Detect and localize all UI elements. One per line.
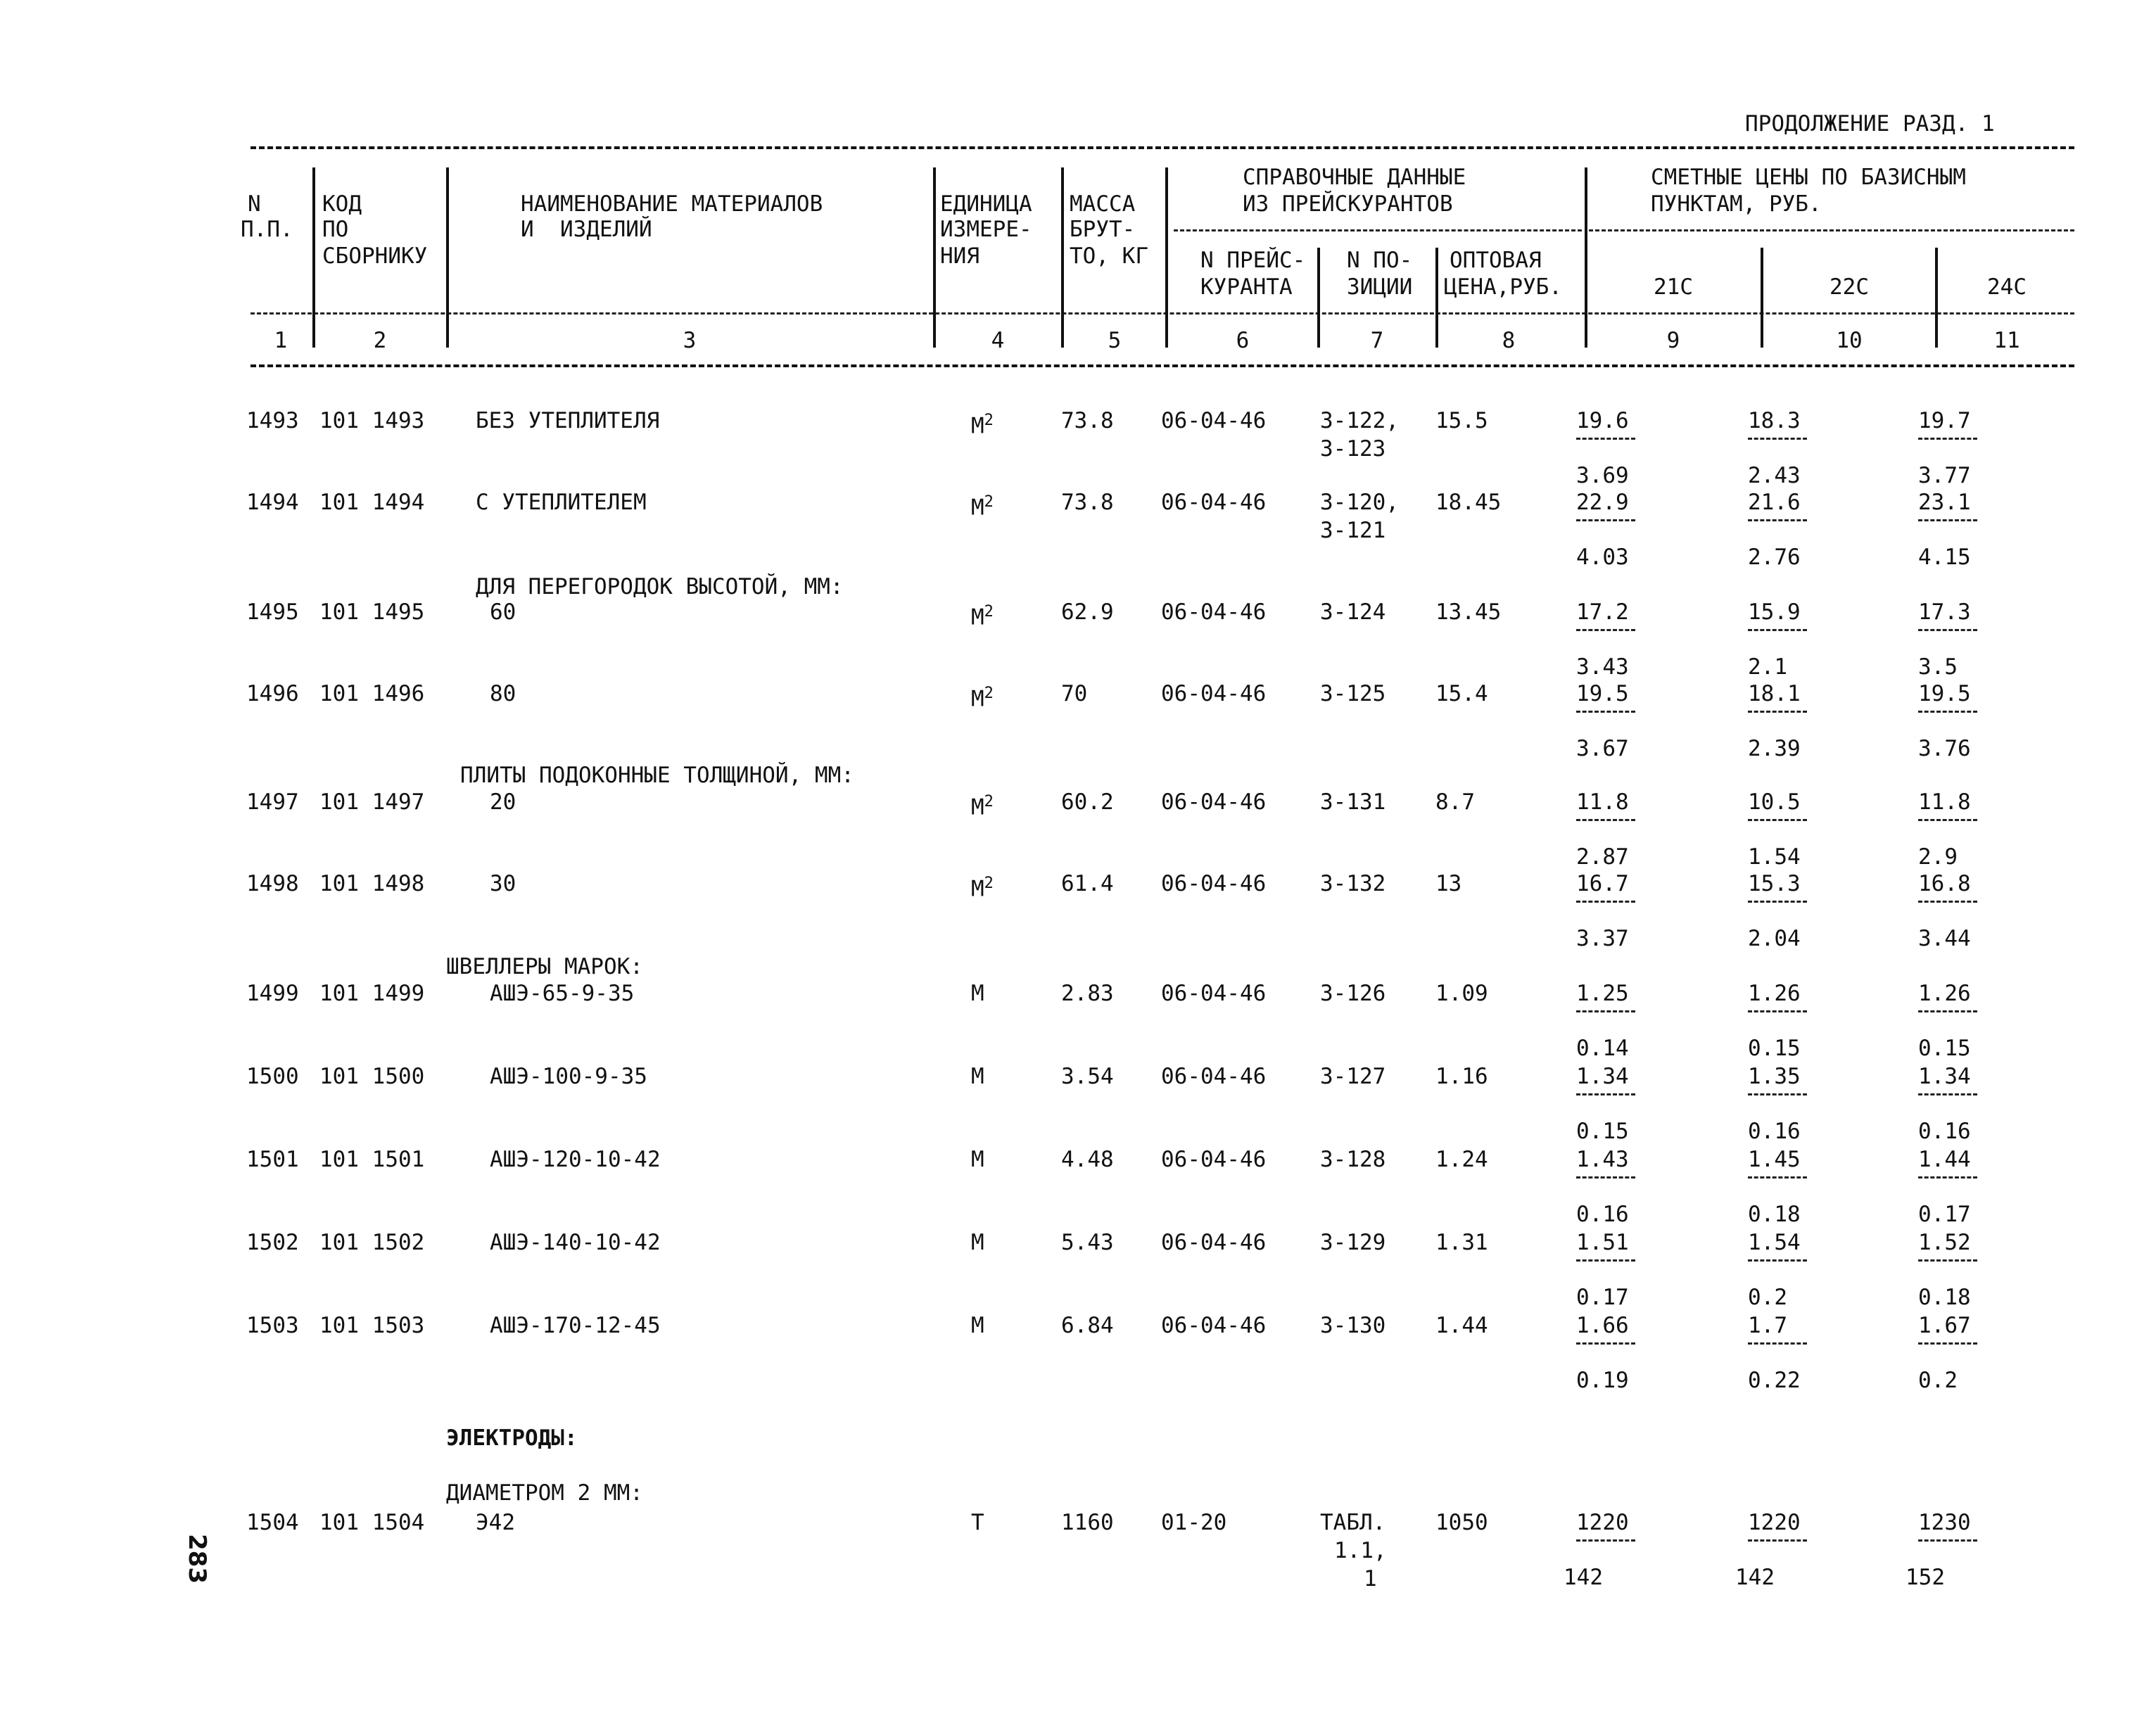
header-col11: 24С xyxy=(1987,274,2027,300)
row-name: С УТЕПЛИТЕЛЕМ xyxy=(476,490,647,515)
row-wholesale-price: 1050 xyxy=(1435,1510,1488,1535)
vsep-6 xyxy=(1317,248,1320,348)
row-mass: 73.8 xyxy=(1061,408,1114,433)
row-pricelist: 06-04-46 xyxy=(1161,1147,1267,1172)
header-number-rule xyxy=(251,312,2074,315)
price-22c-top: 1.45 xyxy=(1748,1147,1801,1172)
fraction-line xyxy=(1748,711,1807,713)
header-num-1: 1 xyxy=(274,328,288,353)
price-24c-top: 19.7 xyxy=(1918,408,1971,433)
row-number: 1502 xyxy=(246,1230,299,1255)
row-wholesale-price: 13.45 xyxy=(1435,599,1502,625)
price-22c-bottom: 2.39 xyxy=(1748,736,1801,761)
header-num-4: 4 xyxy=(991,328,1005,353)
vsep-5 xyxy=(1165,167,1168,348)
row-wholesale-price: 1.44 xyxy=(1435,1313,1488,1338)
price-21c-bottom: 0.19 xyxy=(1576,1368,1629,1393)
row-number: 1494 xyxy=(246,490,299,515)
section-heading: ПЛИТЫ ПОДОКОННЫЕ ТОЛЩИНОЙ, ММ: xyxy=(460,763,854,788)
row-code: 101 1500 xyxy=(319,1064,425,1089)
header-col4-l2: ИЗМЕРЕ- xyxy=(940,217,1032,242)
price-21c-top: 19.5 xyxy=(1576,681,1629,706)
row-unit: Т xyxy=(971,1510,984,1535)
price-21c-bottom: 0.15 xyxy=(1576,1119,1629,1144)
row-mass: 1160 xyxy=(1061,1510,1114,1535)
row-name: АШЭ-65-9-35 xyxy=(490,981,635,1006)
header-col10: 22С xyxy=(1830,274,1869,300)
price-21c-top: 17.2 xyxy=(1576,599,1629,625)
row-number: 1499 xyxy=(246,981,299,1006)
row-pricelist: 06-04-46 xyxy=(1161,490,1267,515)
row-pricelist: 06-04-46 xyxy=(1161,1313,1267,1338)
row-mass: 61.4 xyxy=(1061,871,1114,896)
row-unit: $М^2$ xyxy=(971,685,994,712)
row-wholesale-price: 1.24 xyxy=(1435,1147,1488,1172)
unit-superscript: 2 xyxy=(984,875,994,892)
price-24c-top: 1230 xyxy=(1918,1510,1971,1535)
fraction-line xyxy=(1576,1093,1635,1095)
price-22c-bottom: 0.2 xyxy=(1748,1285,1787,1310)
price-24c-top: 23.1 xyxy=(1918,490,1971,515)
price-22c-bottom: 2.43 xyxy=(1748,463,1801,488)
price-21c-top: 11.8 xyxy=(1576,789,1629,815)
row-name: 20 xyxy=(490,789,516,815)
row-position: 1.1, xyxy=(1334,1538,1387,1563)
row-position: 3-132 xyxy=(1320,871,1386,896)
vsep-1 xyxy=(312,167,315,348)
fraction-line xyxy=(1748,819,1807,821)
row-code: 101 1496 xyxy=(319,681,425,706)
fraction-line xyxy=(1576,1259,1635,1262)
fraction-line xyxy=(1576,1539,1635,1542)
row-name: БЕЗ УТЕПЛИТЕЛЯ xyxy=(476,408,660,433)
fraction-line xyxy=(1576,901,1635,903)
price-24c-bottom: 2.9 xyxy=(1918,844,1958,870)
price-22c-top: 15.9 xyxy=(1748,599,1801,625)
row-position: 3-129 xyxy=(1320,1230,1386,1255)
header-col8-l1: ОПТОВАЯ xyxy=(1450,248,1542,273)
price-21c-top: 1220 xyxy=(1576,1510,1629,1535)
fraction-line xyxy=(1918,1093,1977,1095)
fraction-line xyxy=(1748,629,1807,631)
fraction-line xyxy=(1748,1176,1807,1179)
header-col3-l2: И ИЗДЕЛИЙ xyxy=(521,217,652,242)
price-22c-top: 1.35 xyxy=(1748,1064,1801,1089)
row-wholesale-price: 18.45 xyxy=(1435,490,1502,515)
price-21c-top: 1.66 xyxy=(1576,1313,1629,1338)
price-21c-bottom: 3.43 xyxy=(1576,654,1629,680)
fraction-line xyxy=(1918,1342,1977,1345)
vsep-9 xyxy=(1761,248,1763,348)
fraction-line xyxy=(1748,1539,1807,1542)
price-22c-bottom: 2.76 xyxy=(1748,545,1801,570)
row-position: 3-121 xyxy=(1320,518,1386,543)
row-position: 1 xyxy=(1364,1566,1377,1592)
price-22c-bottom: 2.1 xyxy=(1748,654,1787,680)
row-name: 30 xyxy=(490,871,516,896)
row-unit: М xyxy=(971,1147,984,1172)
price-22c-bottom: 142 xyxy=(1735,1565,1775,1590)
header-col6-l2: КУРАНТА xyxy=(1200,274,1293,300)
row-code: 101 1497 xyxy=(319,789,425,815)
row-code: 101 1498 xyxy=(319,871,425,896)
price-22c-bottom: 0.22 xyxy=(1748,1368,1801,1393)
fraction-line xyxy=(1748,1342,1807,1345)
row-mass: 2.83 xyxy=(1061,981,1114,1006)
fraction-line xyxy=(1918,819,1977,821)
row-unit: М xyxy=(971,1064,984,1089)
price-24c-bottom: 152 xyxy=(1905,1565,1945,1590)
price-22c-top: 21.6 xyxy=(1748,490,1801,515)
fraction-line xyxy=(1576,1176,1635,1179)
vsep-8 xyxy=(1585,167,1587,348)
header-col2-l2: ПО xyxy=(322,217,349,242)
header-price-rule xyxy=(1589,229,2074,231)
header-num-5: 5 xyxy=(1108,328,1122,353)
row-code: 101 1502 xyxy=(319,1230,425,1255)
price-24c-bottom: 0.18 xyxy=(1918,1285,1971,1310)
price-24c-top: 1.52 xyxy=(1918,1230,1971,1255)
price-22c-top: 10.5 xyxy=(1748,789,1801,815)
row-mass: 73.8 xyxy=(1061,490,1114,515)
header-col1-l2: П.П. xyxy=(241,217,293,242)
row-name: 80 xyxy=(490,681,516,706)
header-num-9: 9 xyxy=(1666,328,1680,353)
price-24c-top: 16.8 xyxy=(1918,871,1971,896)
price-22c-bottom: 0.18 xyxy=(1748,1202,1801,1227)
row-position: 3-124 xyxy=(1320,599,1386,625)
price-21c-bottom: 3.69 xyxy=(1576,463,1629,488)
unit-superscript: 2 xyxy=(984,793,994,811)
price-24c-top: 1.26 xyxy=(1918,981,1971,1006)
price-24c-top: 1.34 xyxy=(1918,1064,1971,1089)
section-heading: ДИАМЕТРОМ 2 ММ: xyxy=(446,1480,643,1506)
vsep-2 xyxy=(446,167,449,348)
header-col5-l2: БРУТ- xyxy=(1070,217,1136,242)
row-position: 3-122, xyxy=(1320,408,1399,433)
row-unit: $М^2$ xyxy=(971,412,994,439)
header-ref-l2: ИЗ ПРЕЙСКУРАНТОВ xyxy=(1243,191,1453,217)
header-col5-l3: ТО, КГ xyxy=(1070,243,1148,269)
fraction-line xyxy=(1748,438,1807,440)
row-name: Э42 xyxy=(476,1510,515,1535)
row-wholesale-price: 1.16 xyxy=(1435,1064,1488,1089)
fraction-line xyxy=(1576,1342,1635,1345)
header-col7-l2: ЗИЦИИ xyxy=(1347,274,1413,300)
price-24c-bottom: 0.15 xyxy=(1918,1036,1971,1061)
header-col4-l1: ЕДИНИЦА xyxy=(940,191,1032,217)
price-22c-bottom: 2.04 xyxy=(1748,926,1801,951)
fraction-line xyxy=(1918,438,1977,440)
vsep-4 xyxy=(1061,167,1064,348)
vsep-7 xyxy=(1435,248,1438,348)
row-mass: 62.9 xyxy=(1061,599,1114,625)
price-24c-top: 19.5 xyxy=(1918,681,1971,706)
page-number: 283 xyxy=(183,1534,211,1584)
row-code: 101 1499 xyxy=(319,981,425,1006)
row-unit: М xyxy=(971,1230,984,1255)
row-mass: 6.84 xyxy=(1061,1313,1114,1338)
fraction-line xyxy=(1748,1259,1807,1262)
row-name: АШЭ-120-10-42 xyxy=(490,1147,661,1172)
price-24c-top: 1.67 xyxy=(1918,1313,1971,1338)
row-number: 1496 xyxy=(246,681,299,706)
price-21c-bottom: 0.14 xyxy=(1576,1036,1629,1061)
row-pricelist: 06-04-46 xyxy=(1161,1064,1267,1089)
header-col5-l1: МАССА xyxy=(1070,191,1136,217)
price-24c-bottom: 4.15 xyxy=(1918,545,1971,570)
price-21c-bottom: 0.17 xyxy=(1576,1285,1629,1310)
row-wholesale-price: 15.5 xyxy=(1435,408,1488,433)
header-ref-rule xyxy=(1174,229,1582,231)
fraction-line xyxy=(1918,711,1977,713)
fraction-line xyxy=(1918,629,1977,631)
row-unit: $М^2$ xyxy=(971,493,994,521)
row-unit: $М^2$ xyxy=(971,603,994,630)
row-mass: 60.2 xyxy=(1061,789,1114,815)
fraction-line xyxy=(1576,629,1635,631)
header-col9: 21С xyxy=(1654,274,1693,300)
price-21c-top: 1.51 xyxy=(1576,1230,1629,1255)
price-22c-bottom: 1.54 xyxy=(1748,844,1801,870)
header-col8-l2: ЦЕНА,РУБ. xyxy=(1444,274,1562,300)
fraction-line xyxy=(1918,1259,1977,1262)
row-unit: М xyxy=(971,1313,984,1338)
fraction-line xyxy=(1748,1093,1807,1095)
vsep-10 xyxy=(1935,248,1938,348)
section-heading: ШВЕЛЛЕРЫ МАРОК: xyxy=(446,954,643,979)
price-21c-top: 1.34 xyxy=(1576,1064,1629,1089)
header-col4-l3: НИЯ xyxy=(940,243,979,269)
header-col1-l1: N xyxy=(248,191,261,217)
price-22c-top: 18.3 xyxy=(1748,408,1801,433)
row-wholesale-price: 8.7 xyxy=(1435,789,1475,815)
row-position: 3-123 xyxy=(1320,436,1386,462)
price-24c-bottom: 3.77 xyxy=(1918,463,1971,488)
price-24c-bottom: 3.76 xyxy=(1918,736,1971,761)
price-21c-bottom: 2.87 xyxy=(1576,844,1629,870)
header-num-3: 3 xyxy=(683,328,697,353)
row-pricelist: 06-04-46 xyxy=(1161,408,1267,433)
row-pricelist: 01-20 xyxy=(1161,1510,1227,1535)
section-heading: ДЛЯ ПЕРЕГОРОДОК ВЫСОТОЙ, ММ: xyxy=(476,574,844,599)
fraction-line xyxy=(1576,438,1635,440)
row-unit: $М^2$ xyxy=(971,793,994,820)
price-22c-bottom: 0.15 xyxy=(1748,1036,1801,1061)
row-pricelist: 06-04-46 xyxy=(1161,871,1267,896)
price-22c-top: 1.26 xyxy=(1748,981,1801,1006)
section-heading: ЭЛЕКТРОДЫ: xyxy=(446,1425,578,1451)
price-21c-top: 19.6 xyxy=(1576,408,1629,433)
fraction-line xyxy=(1918,1010,1977,1012)
row-code: 101 1503 xyxy=(319,1313,425,1338)
unit-superscript: 2 xyxy=(984,603,994,621)
header-col7-l1: N ПО- xyxy=(1347,248,1413,273)
row-position: 3-130 xyxy=(1320,1313,1386,1338)
row-code: 101 1495 xyxy=(319,599,425,625)
fraction-line xyxy=(1748,1010,1807,1012)
row-position: 3-128 xyxy=(1320,1147,1386,1172)
row-position: ТАБЛ. xyxy=(1320,1510,1386,1535)
price-22c-bottom: 0.16 xyxy=(1748,1119,1801,1144)
fraction-line xyxy=(1748,519,1807,521)
row-unit: $М^2$ xyxy=(971,875,994,902)
row-position: 3-120, xyxy=(1320,490,1399,515)
row-position: 3-126 xyxy=(1320,981,1386,1006)
header-ref-l1: СПРАВОЧНЫЕ ДАННЫЕ xyxy=(1243,165,1466,190)
row-wholesale-price: 13 xyxy=(1435,871,1462,896)
row-unit: М xyxy=(971,981,984,1006)
row-mass: 70 xyxy=(1061,681,1088,706)
row-code: 101 1501 xyxy=(319,1147,425,1172)
continuation-label: ПРОДОЛЖЕНИЕ РАЗД. 1 xyxy=(1745,111,1995,136)
price-24c-top: 11.8 xyxy=(1918,789,1971,815)
row-pricelist: 06-04-46 xyxy=(1161,981,1267,1006)
price-24c-bottom: 3.44 xyxy=(1918,926,1971,951)
price-24c-bottom: 3.5 xyxy=(1918,654,1958,680)
price-22c-top: 18.1 xyxy=(1748,681,1801,706)
price-21c-top: 1.43 xyxy=(1576,1147,1629,1172)
row-pricelist: 06-04-46 xyxy=(1161,599,1267,625)
price-22c-top: 1.7 xyxy=(1748,1313,1787,1338)
row-wholesale-price: 1.09 xyxy=(1435,981,1488,1006)
row-number: 1500 xyxy=(246,1064,299,1089)
header-num-10: 10 xyxy=(1836,328,1863,353)
header-price-l2: ПУНКТАМ, РУБ. xyxy=(1651,191,1822,217)
header-num-7: 7 xyxy=(1370,328,1384,353)
row-code: 101 1494 xyxy=(319,490,425,515)
header-col3-l1: НАИМЕНОВАНИЕ МАТЕРИАЛОВ xyxy=(521,191,823,217)
header-num-6: 6 xyxy=(1236,328,1250,353)
row-name: АШЭ-100-9-35 xyxy=(490,1064,647,1089)
row-number: 1504 xyxy=(246,1510,299,1535)
row-code: 101 1504 xyxy=(319,1510,425,1535)
price-24c-bottom: 0.2 xyxy=(1918,1368,1958,1393)
fraction-line xyxy=(1576,1010,1635,1012)
unit-superscript: 2 xyxy=(984,493,994,511)
unit-superscript: 2 xyxy=(984,685,994,702)
row-position: 3-127 xyxy=(1320,1064,1386,1089)
price-22c-top: 15.3 xyxy=(1748,871,1801,896)
fraction-line xyxy=(1918,1176,1977,1179)
price-24c-top: 17.3 xyxy=(1918,599,1971,625)
header-col2-l3: СБОРНИКУ xyxy=(322,243,428,269)
fraction-line xyxy=(1918,1539,1977,1542)
price-22c-top: 1220 xyxy=(1748,1510,1801,1535)
price-21c-top: 22.9 xyxy=(1576,490,1629,515)
header-top-rule xyxy=(251,146,2074,149)
price-21c-bottom: 142 xyxy=(1564,1565,1603,1590)
price-22c-top: 1.54 xyxy=(1748,1230,1801,1255)
fraction-line xyxy=(1918,901,1977,903)
fraction-line xyxy=(1576,819,1635,821)
row-wholesale-price: 1.31 xyxy=(1435,1230,1488,1255)
header-col2-l1: КОД xyxy=(322,191,362,217)
row-number: 1498 xyxy=(246,871,299,896)
row-number: 1497 xyxy=(246,789,299,815)
row-wholesale-price: 15.4 xyxy=(1435,681,1488,706)
row-pricelist: 06-04-46 xyxy=(1161,681,1267,706)
price-24c-top: 1.44 xyxy=(1918,1147,1971,1172)
header-price-l1: СМЕТНЫЕ ЦЕНЫ ПО БАЗИСНЫМ xyxy=(1651,165,1966,190)
fraction-line xyxy=(1918,519,1977,521)
price-21c-top: 16.7 xyxy=(1576,871,1629,896)
row-name: АШЭ-140-10-42 xyxy=(490,1230,661,1255)
price-21c-bottom: 3.37 xyxy=(1576,926,1629,951)
fraction-line xyxy=(1748,901,1807,903)
row-pricelist: 06-04-46 xyxy=(1161,1230,1267,1255)
row-mass: 5.43 xyxy=(1061,1230,1114,1255)
fraction-line xyxy=(1576,711,1635,713)
header-bottom-rule xyxy=(251,364,2074,367)
header-col6-l1: N ПРЕЙС- xyxy=(1200,248,1306,273)
row-name: 60 xyxy=(490,599,516,625)
row-pricelist: 06-04-46 xyxy=(1161,789,1267,815)
price-21c-bottom: 3.67 xyxy=(1576,736,1629,761)
price-24c-bottom: 0.16 xyxy=(1918,1119,1971,1144)
row-position: 3-131 xyxy=(1320,789,1386,815)
price-21c-bottom: 0.16 xyxy=(1576,1202,1629,1227)
header-num-11: 11 xyxy=(1993,328,2020,353)
unit-superscript: 2 xyxy=(984,412,994,429)
row-mass: 3.54 xyxy=(1061,1064,1114,1089)
header-num-2: 2 xyxy=(373,328,387,353)
row-name: АШЭ-170-12-45 xyxy=(490,1313,661,1338)
fraction-line xyxy=(1576,519,1635,521)
row-number: 1495 xyxy=(246,599,299,625)
price-21c-top: 1.25 xyxy=(1576,981,1629,1006)
price-24c-bottom: 0.17 xyxy=(1918,1202,1971,1227)
row-code: 101 1493 xyxy=(319,408,425,433)
row-mass: 4.48 xyxy=(1061,1147,1114,1172)
row-position: 3-125 xyxy=(1320,681,1386,706)
row-number: 1501 xyxy=(246,1147,299,1172)
row-number: 1493 xyxy=(246,408,299,433)
vsep-3 xyxy=(933,167,936,348)
row-number: 1503 xyxy=(246,1313,299,1338)
price-21c-bottom: 4.03 xyxy=(1576,545,1629,570)
header-num-8: 8 xyxy=(1502,328,1516,353)
